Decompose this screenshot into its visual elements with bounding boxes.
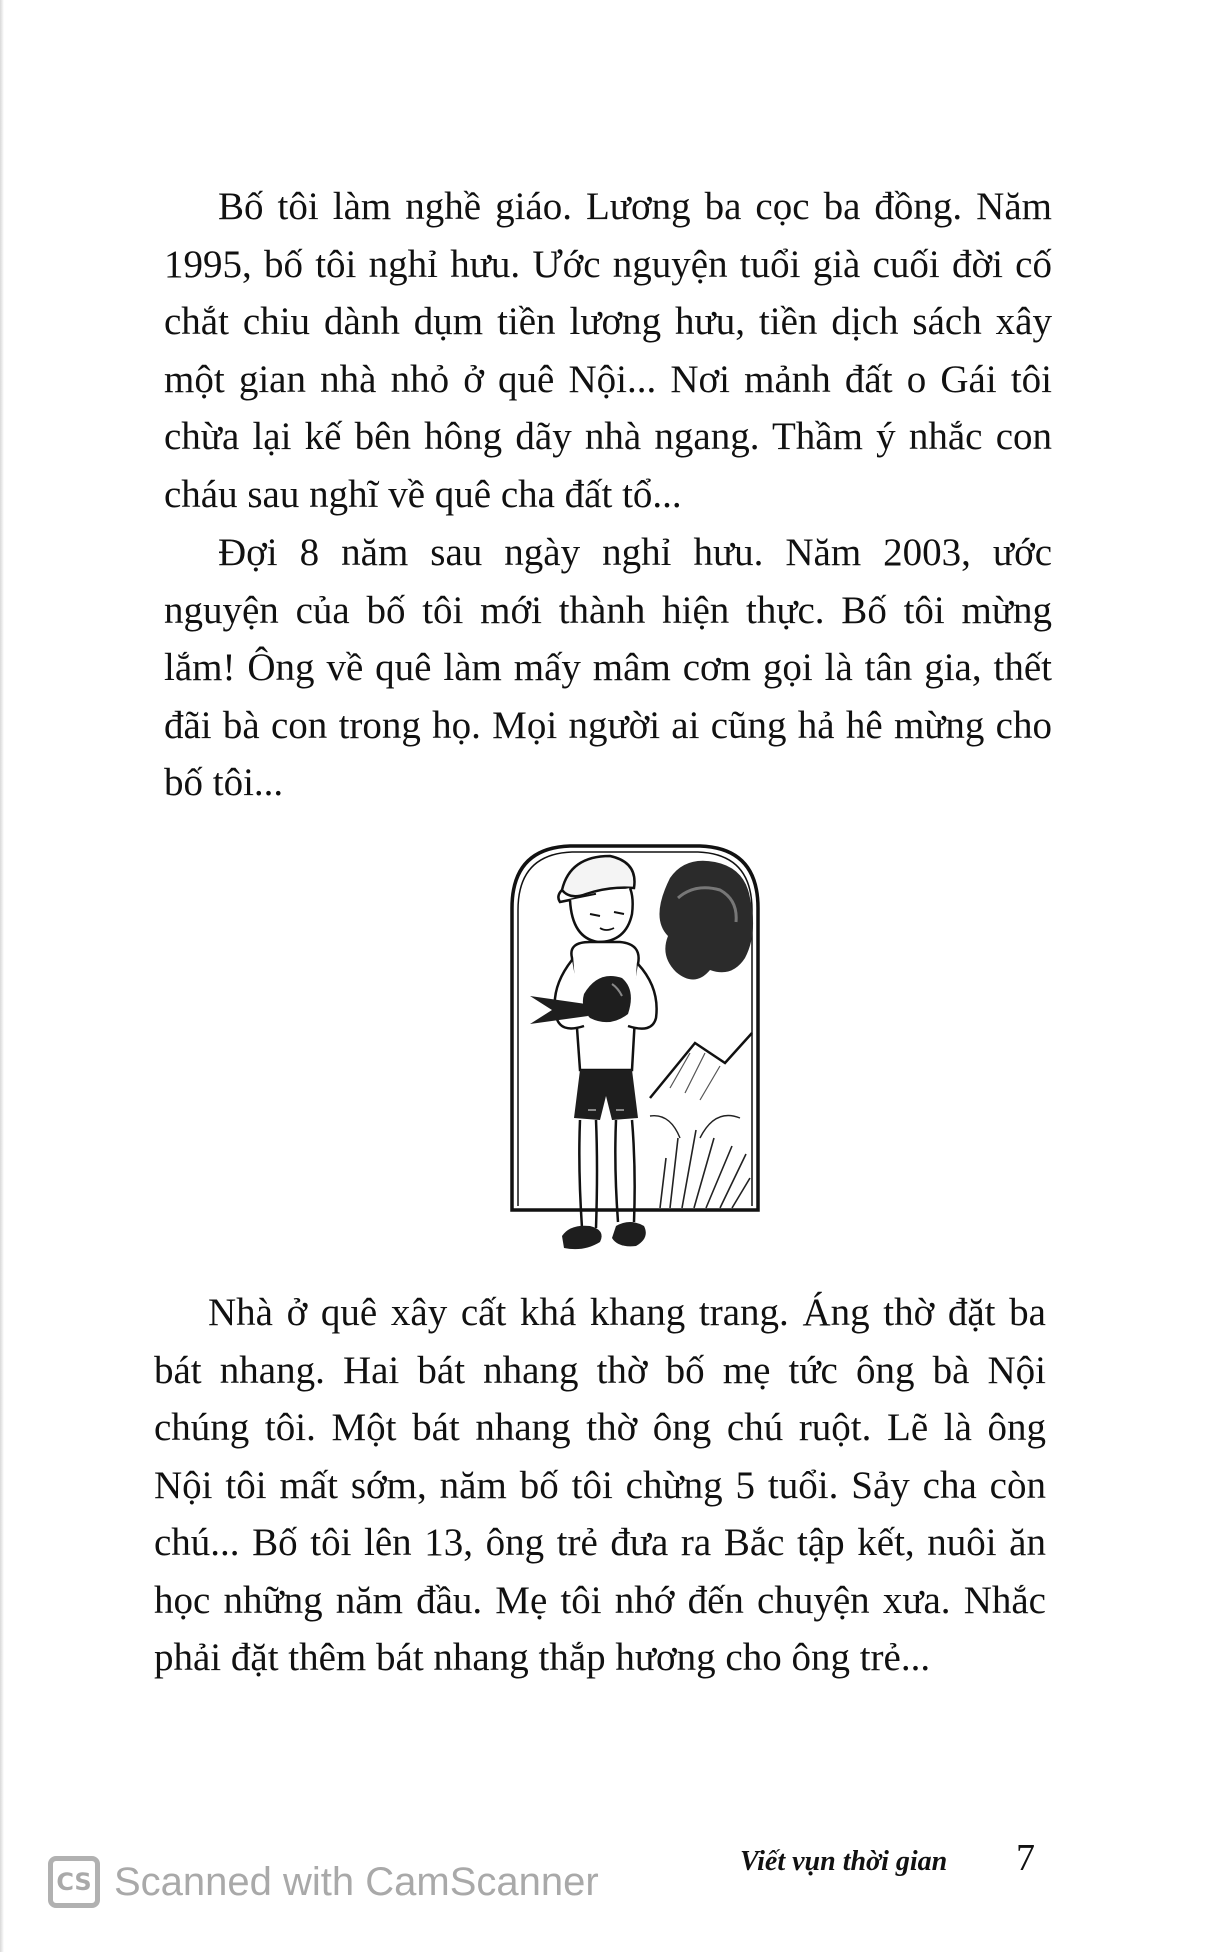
paragraph-3: Nhà ở quê xây cất khá khang trang. Áng thờ đặt ba bát nhang. Hai bát nhang thờ bố mẹ tức ông bà Nội chúng tôi. Một bát nhang thờ ông chú ruột. Lẽ là ông Nội tôi mất sớm, năm bố tôi chừng 5 tuổi. Sảy cha còn chú... Bố tôi lên 13, ông trẻ đưa ra Bắc tập kết, nuôi ăn học những năm đầu. Mẹ tôi nhớ đến chuyện xưa. Nhắc phải đặt thêm bát nhang thắp hương cho ông trẻ... <box>154 1291 1046 1679</box>
paragraph-2: Đợi 8 năm sau ngày nghỉ hưu. Năm 2003, ước nguyện của bố tôi mới thành hiện thực. Bố tôi mừng lắm! Ông về quê làm mấy mâm cơm gọi là tân gia, thết đãi bà con trong họ. Mọi người ai cũng hả hê mừng cho bố tôi... <box>164 531 1052 804</box>
camscanner-watermark <box>48 1852 599 1912</box>
page-edge-shadow <box>0 0 4 1952</box>
camscanner-logo-icon: CS <box>48 1856 100 1908</box>
watermark-text: Scanned with CamScanner <box>114 1859 599 1904</box>
boy-illustration <box>500 838 770 1258</box>
page-number: 7 <box>1016 1837 1035 1879</box>
paragraph-1: Bố tôi làm nghề giáo. Lương ba cọc ba đồng. Năm 1995, bố tôi nghỉ hưu. Ước nguyện tuổi già cuối đời cố chắt chiu dành dụm tiền lương hưu, tiền dịch sách xây một gian nhà nhỏ ở quê Nội... Nơi mảnh đất o Gái tôi chừa lại kế bên hông dãy nhà ngang. Thầm ý nhắc con cháu sau nghĩ về quê cha đất tổ... <box>164 185 1052 516</box>
running-footer-title: Viết vụn thời gian <box>740 1846 948 1877</box>
